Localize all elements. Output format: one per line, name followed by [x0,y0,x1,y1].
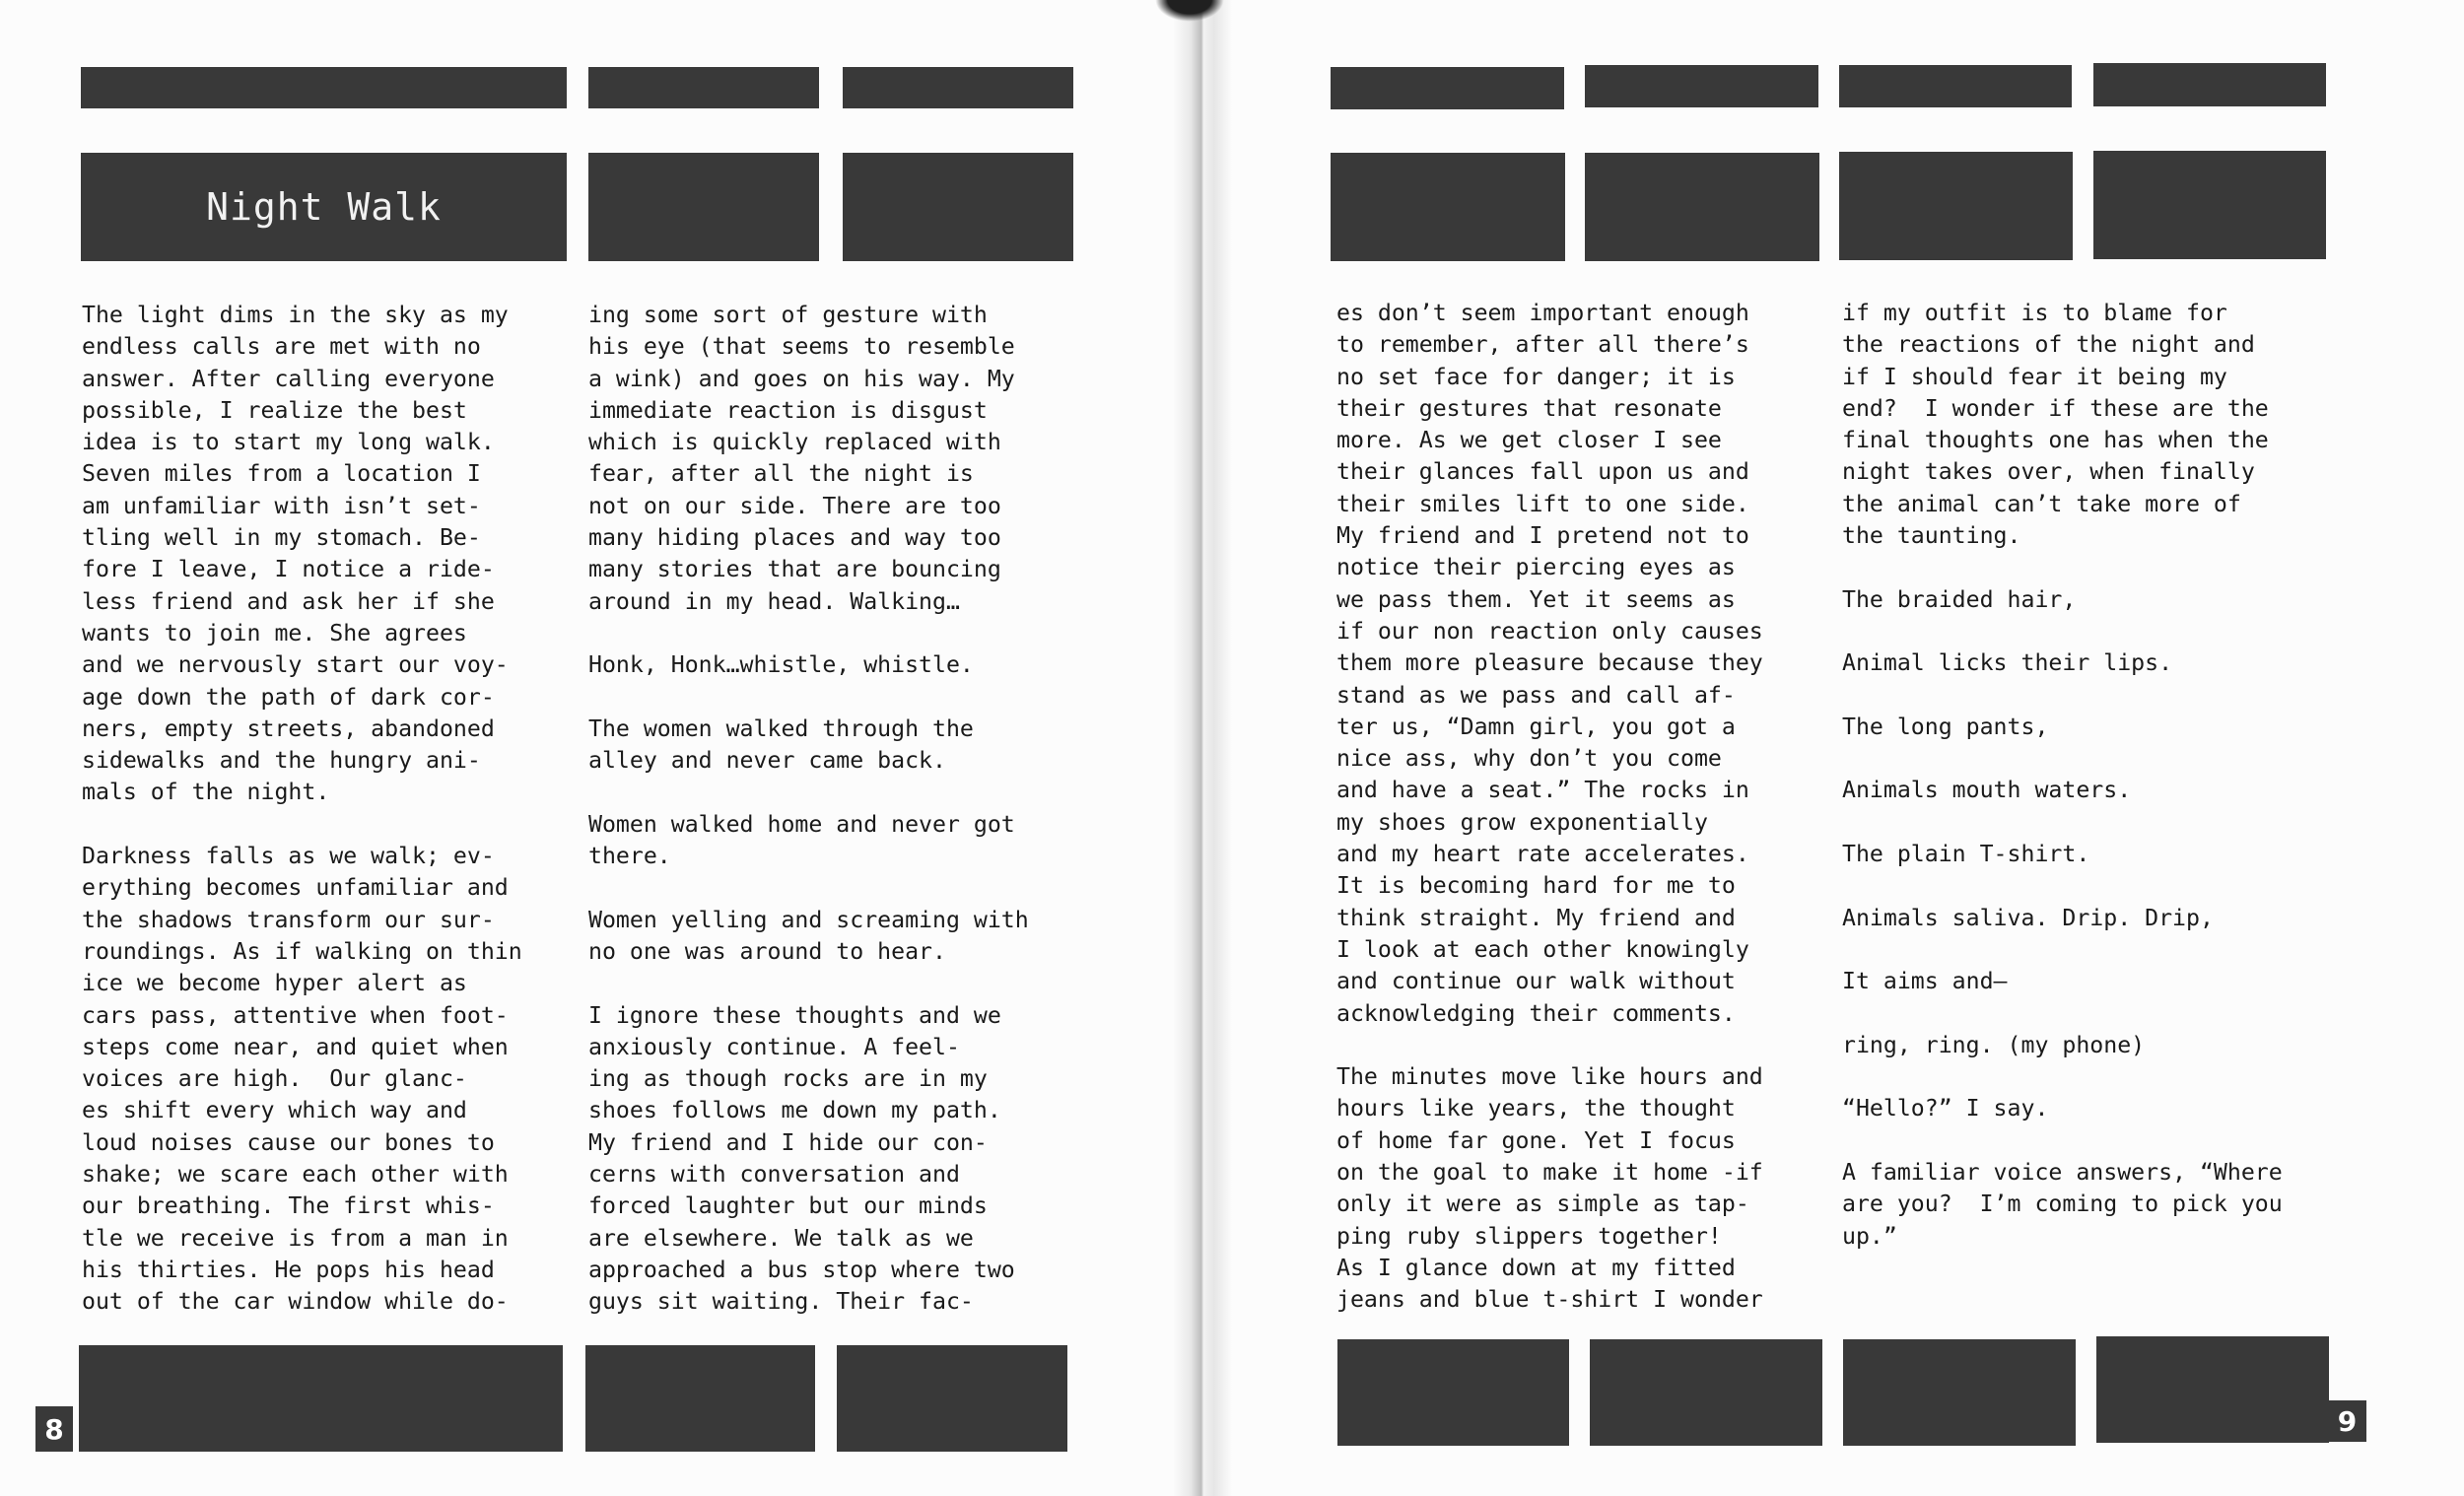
header-block [1585,65,1818,107]
header-block [588,153,819,261]
book-gutter [1173,0,1232,1496]
footer-block [2096,1336,2329,1443]
header-block [1331,67,1564,109]
header-block [2093,151,2326,259]
header-block [1585,153,1819,261]
footer-block [79,1345,563,1452]
left-page-column-1: The light dims in the sky as my endless calls are met with no answer. After calling everyone possible, I realize the best idea is to start my long walk. Seven miles from a location I am unfamiliar with isn’t set- tling well in my stomach. Be- fore I leave, I notice a ride- less friend and ask her if she wants to join me. She agrees and we nervously start our voy- age down the path of dark cor- ners, empty streets, abandoned sidewalks and the hungry ani- mals of the night. Darkness falls as we walk; ev- erything becomes unfamiliar and the shadows transform our sur- roundings. As if walking on thin ice we become hyper alert as cars pass, attentive when foot- steps come near, and quiet when voices are high. Our glanc- es shift every which way and loud noises cause our bones to shake; we scare each other with our breathing. The first whis- tle we receive is from a man in his thirties. He pops his head out of the car window while do- [82,302,522,1316]
footer-block [837,1345,1067,1452]
right-page-column-1: es don’t seem important enough to remember, after all there’s no set face for danger; it is their gestures that resonate more. As we get closer I see their glances fall upon us and their smiles lift to one side. My friend and I pretend not to notice their piercing eyes as we pass them. Yet it seems as if our non reaction only causes them more pleasure because they stand as we pass and call af- ter us, “Damn girl, you got a nice ass, why don’t you come and have a seat.” The rocks in my shoes grow exponentially and my heart rate accelerates. It is becoming hard for me to think straight. My friend and I look at each other knowingly and continue our walk without acknowledging their comments. The minutes move like hours and hours like years, the thought of home far gone. Yet I focus on the goal to make it home -if only it were as simple as tap- ping ruby slippers together! As I glance down at my fitted jeans and blue t-shirt I wonder [1336,300,1763,1314]
footer-block [1843,1339,2076,1446]
header-block [588,67,819,108]
header-block [1839,152,2073,260]
gutter-shadow [1155,0,1224,22]
article-title: Night Walk [81,153,567,261]
header-block [843,153,1073,261]
right-page-column-2: if my outfit is to blame for the reactions of the night and if I should fear it being my end? I wonder if these are the final thoughts one has when the night takes over, when finally the animal can’t take more of the taunting. The braided hair, Animal licks their lips. The long pants, Animals mouth waters. The plain T-shirt. Animals saliva. Drip. Drip, It aims and— ring, ring. (my phone) “Hello?” I say. A familiar voice answers, “Where are you? I’m coming to pick you up.” [1842,300,2283,1250]
header-block [81,67,567,108]
footer-block [585,1345,815,1452]
header-block [2093,63,2326,106]
page-number: 8 [35,1406,73,1452]
footer-block [1337,1339,1569,1446]
header-block [843,67,1073,108]
footer-block [1590,1339,1822,1446]
header-block [1331,153,1565,261]
left-page-column-2: ing some sort of gesture with his eye (that seems to resemble a wink) and goes on his way. My immediate reaction is disgust which is quickly replaced with fear, after all the night is not on our side. There are too many hiding places and way too many stories that are bouncing around in my head. Walking… Honk, Honk…whistle, whistle. The women walked through the alley and never came back. Women walked home and never got there. Women yelling and screaming with no one was around to hear. I ignore these thoughts and we anxiously continue. A feel- ing as though rocks are in my shoes follows me down my path. My friend and I hide our con- cerns with conversation and forced laughter but our minds are elsewhere. We talk as we approached a bus stop where two guys sit waiting. Their fac- [588,302,1029,1316]
page-number: 9 [2328,1400,2366,1442]
header-block [1839,65,2072,107]
